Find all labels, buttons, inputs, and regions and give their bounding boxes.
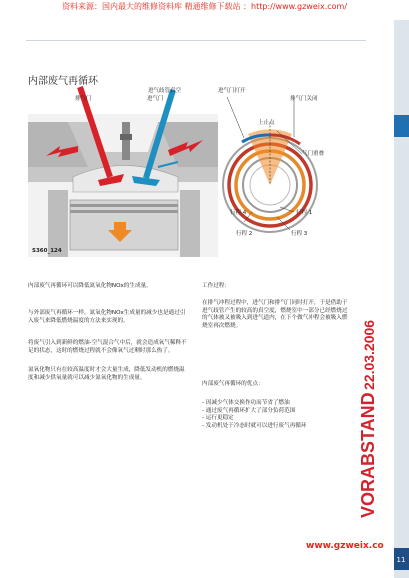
advantage-text: 通过废气再循环扩大了部分负荷范围 bbox=[205, 407, 296, 414]
advantages-heading: 内部废气再循环的优点： bbox=[202, 381, 264, 387]
right-heading: 工作过程： bbox=[202, 283, 230, 289]
advantage-text: 因减少气体交换作功而节省了燃油 bbox=[205, 400, 290, 406]
label-intake-valve: 进气门 bbox=[147, 96, 164, 102]
label-stroke-3: 行程 3 bbox=[291, 231, 308, 237]
page-title: 内部废气再循环 bbox=[28, 76, 98, 87]
left-para-4: 氮氧化物只有在较高温度时才会大量生成，降低发动机的燃烧温度和减少供氧量就可以减少氮氧化物的生成量。 bbox=[28, 367, 185, 381]
label-exhaust-close: 排气门关闭 bbox=[290, 96, 318, 102]
figure-id: S360_124 bbox=[32, 248, 62, 254]
banner-text: 资料来源：国内最大的维修资料库 精通维修下载站 ：http://www.gzweix.com/ bbox=[61, 2, 348, 11]
footer-url: www.gzweix.co bbox=[306, 541, 384, 551]
label-intake-open: 进气门打开 bbox=[218, 88, 246, 94]
vorabstand-date: 22.03.2006 bbox=[361, 319, 377, 390]
source-banner bbox=[0, 0, 409, 20]
vorabstand-stamp bbox=[350, 300, 390, 520]
advantages-list bbox=[202, 400, 352, 430]
label-exhaust-valve: 排气门 bbox=[75, 96, 92, 102]
blue-tab bbox=[394, 115, 409, 137]
vorabstand-word: VORABSTAND bbox=[358, 392, 378, 518]
advantage-item: - 通过废气再循环扩大了部分负荷范围 bbox=[202, 407, 296, 414]
advantage-text: 发动机处于冷态时就可以进行废气再循环 bbox=[205, 422, 307, 429]
engine-figure bbox=[28, 82, 218, 257]
vorabstand-svg bbox=[350, 300, 390, 520]
right-para-1: 在排气冲程过程中，进气门和排气门同时打开，于是借助于进气歧管产生的较高的真空度，燃烧室中一部分已经燃烧过的气体被又被吸入到进气道内，在下个做气冲程会被吸入燃烧室再次燃烧。 bbox=[202, 300, 348, 329]
label-overlap: 气门重叠 bbox=[302, 151, 325, 157]
label-stroke-2: 行程 2 bbox=[236, 231, 253, 237]
left-para-1: 内部废气再循环可以降低氮氧化物NOx的生成量。 bbox=[28, 283, 152, 289]
advantage-item: - 运行更稳定 bbox=[202, 415, 234, 422]
left-para-2: 与外部废气再循环一样，氮氧化物NOx生成量的减少也是通过引入废气来降低燃烧温度的方法来实现的。 bbox=[28, 310, 186, 324]
advantage-text: 运行更稳定 bbox=[205, 415, 234, 422]
label-intake-vacuum: 进气歧管真空 bbox=[148, 88, 182, 94]
engine-illustration bbox=[28, 82, 218, 257]
side-strip bbox=[394, 20, 409, 578]
label-stroke-4: 行程 4 bbox=[230, 210, 247, 216]
header-divider bbox=[26, 40, 366, 41]
left-para-3: 将废气引入到新鲜的燃油-空气混合气中后，就会造成氧气稀释不足的状态，这时的燃烧过程就不会像氧气过剩时那么热了。 bbox=[28, 340, 187, 354]
advantage-item: - 因减少气体交换作功而节省了燃油 bbox=[202, 400, 290, 406]
advantage-item: - 发动机处于冷态时就可以进行废气再循环 bbox=[202, 422, 307, 429]
label-stroke-1: 行程 1 bbox=[296, 210, 313, 216]
label-tdc: 上止点 bbox=[258, 120, 275, 126]
page-number: 11 bbox=[396, 556, 406, 564]
